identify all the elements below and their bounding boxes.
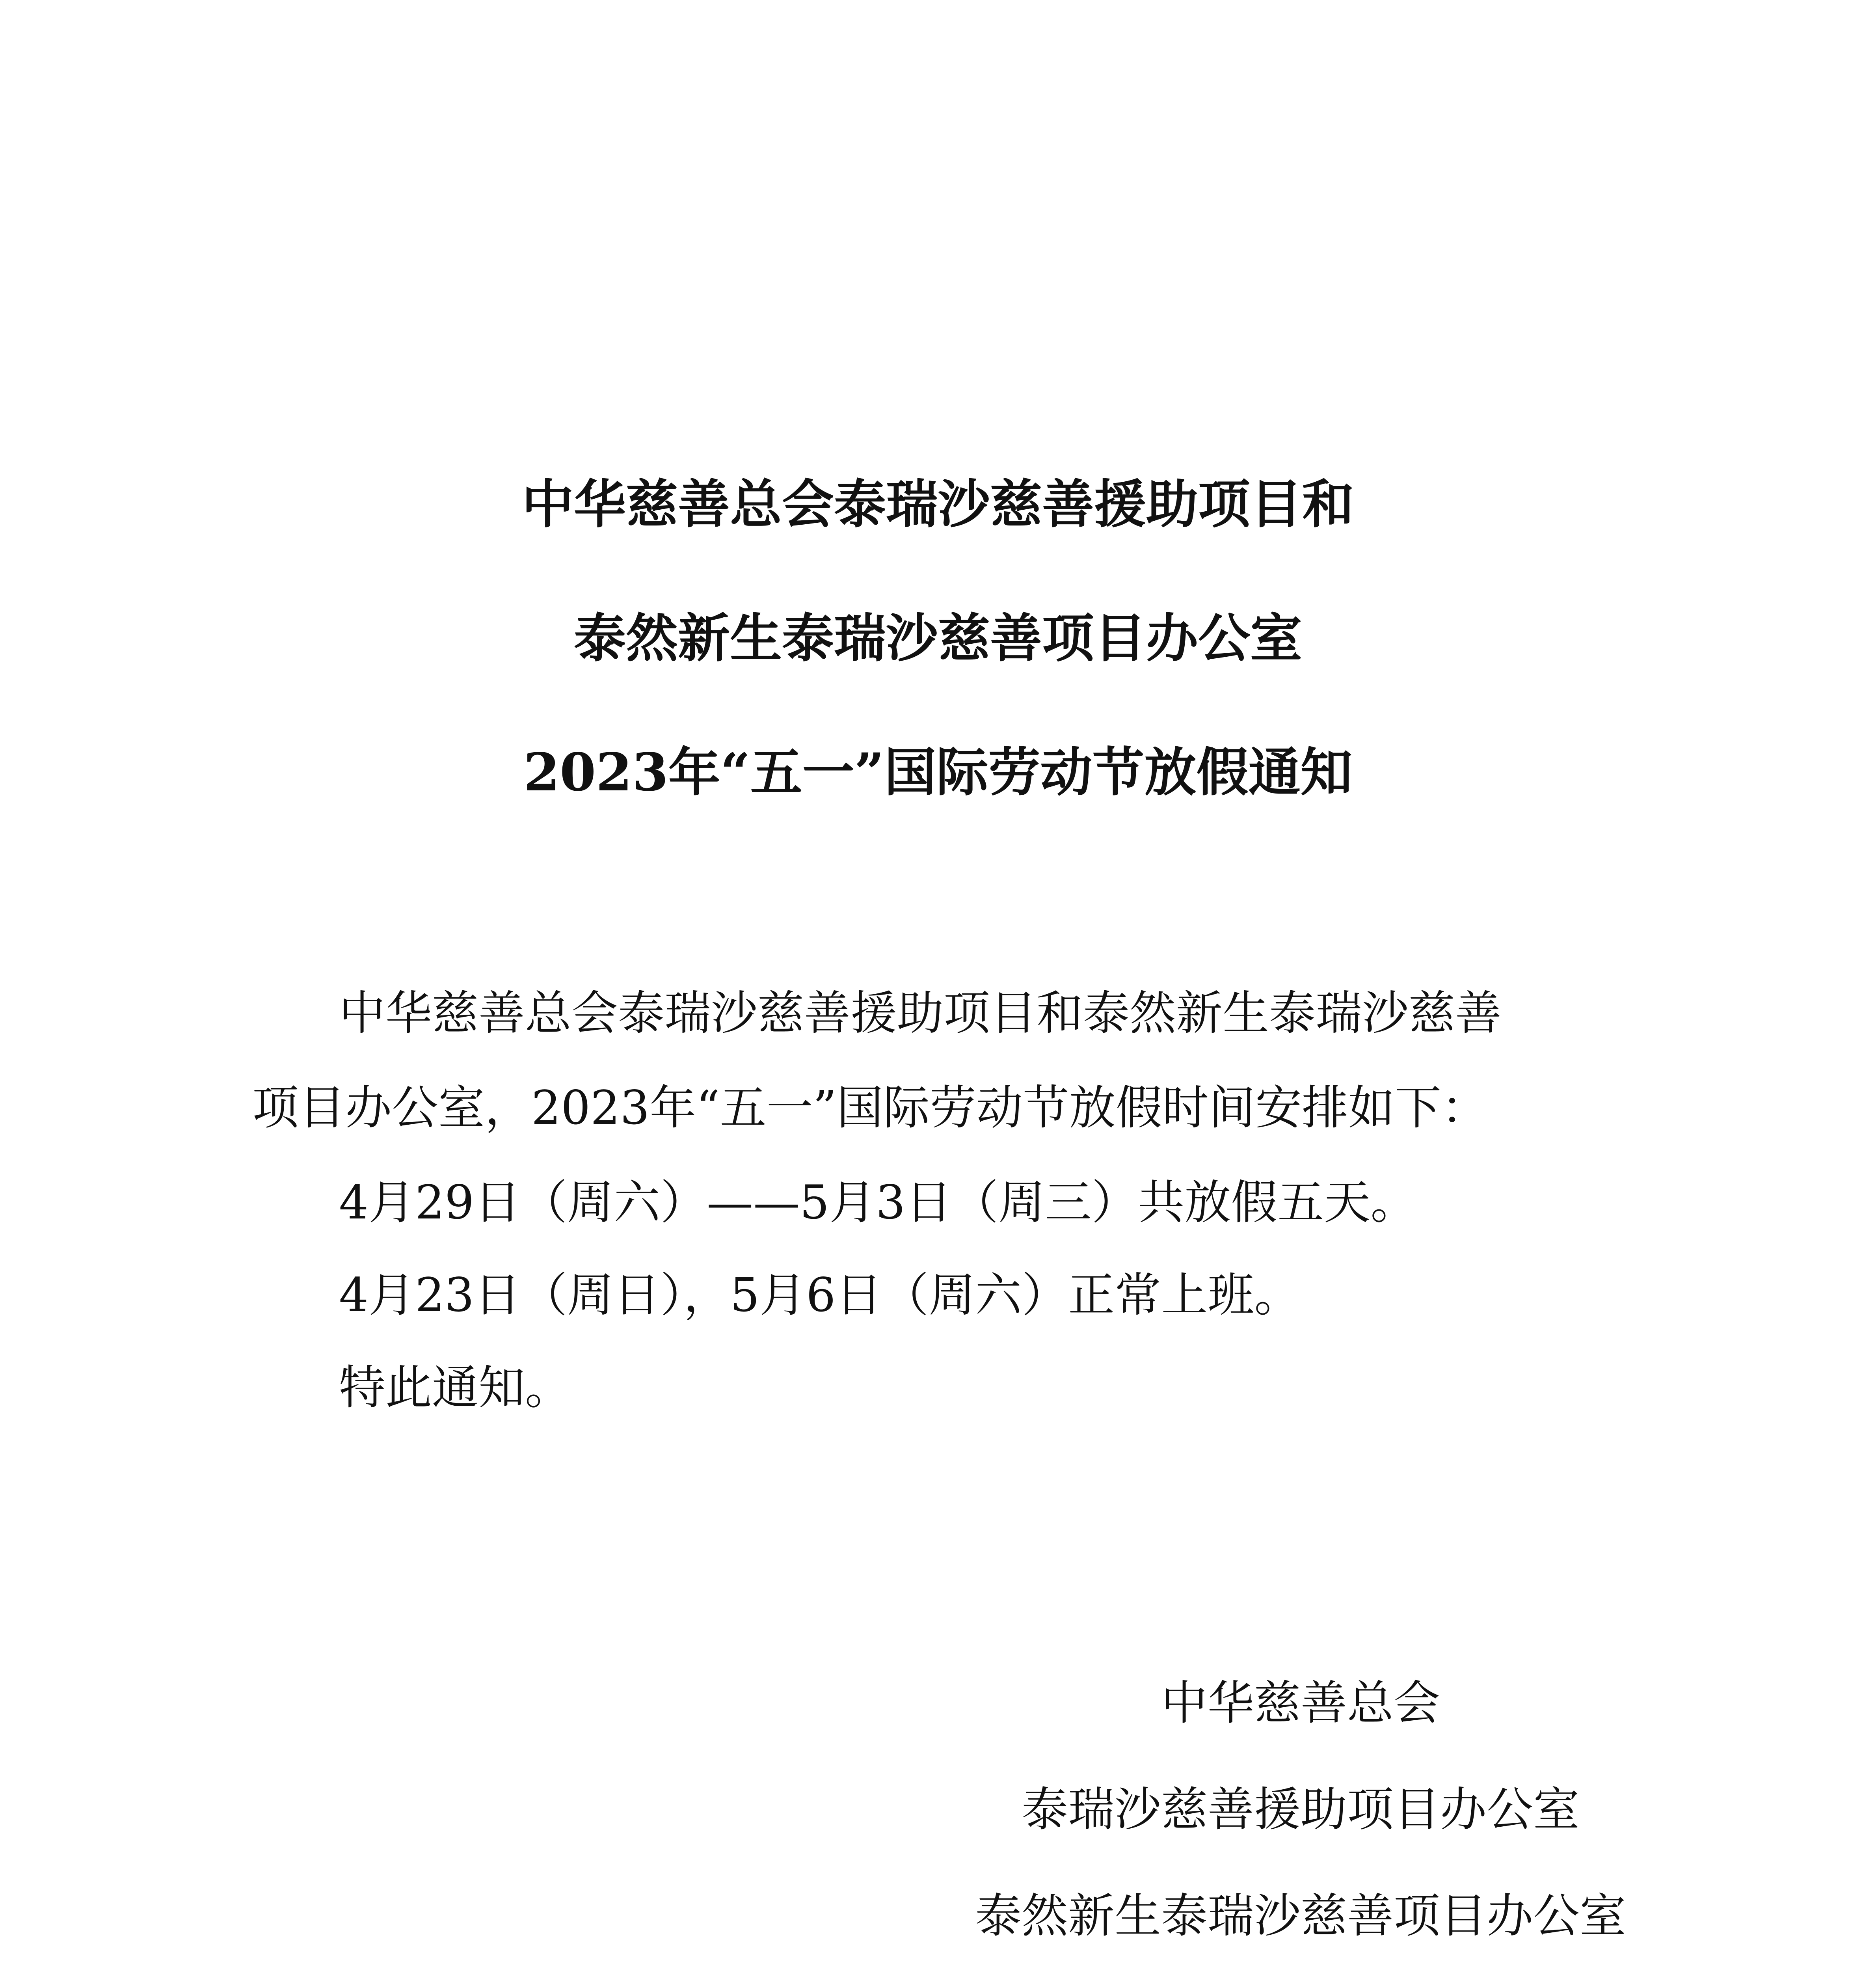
workdays-line: 4月23日（周日），5月6日（周六）正常上班。 [339, 1268, 1301, 1322]
closing-line: 特此通知。 [339, 1360, 572, 1415]
holiday-period-line: 4月29日（周六）——5月3日（周三）共放假五天。 [339, 1175, 1417, 1230]
signature-org-2: 泰瑞沙慈善援助项目办公室 [1021, 1782, 1580, 1837]
title-line-3: 2023年“五一”国际劳动节放假通知 [523, 742, 1353, 803]
title-line-2: 泰然新生泰瑞沙慈善项目办公室 [574, 608, 1302, 669]
signature-org-3: 泰然新生泰瑞沙慈善项目办公室 [975, 1889, 1626, 1943]
title-line-1: 中华慈善总会泰瑞沙慈善援助项目和 [522, 474, 1354, 535]
body-paragraph-line-2: 项目办公室，2023年“五一”国际劳动节放假时间安排如下： [252, 1081, 1488, 1135]
body-paragraph-line-1: 中华慈善总会泰瑞沙慈善援助项目和泰然新生泰瑞沙慈善 [339, 986, 1502, 1040]
signature-org-1: 中华慈善总会 [1161, 1676, 1440, 1730]
